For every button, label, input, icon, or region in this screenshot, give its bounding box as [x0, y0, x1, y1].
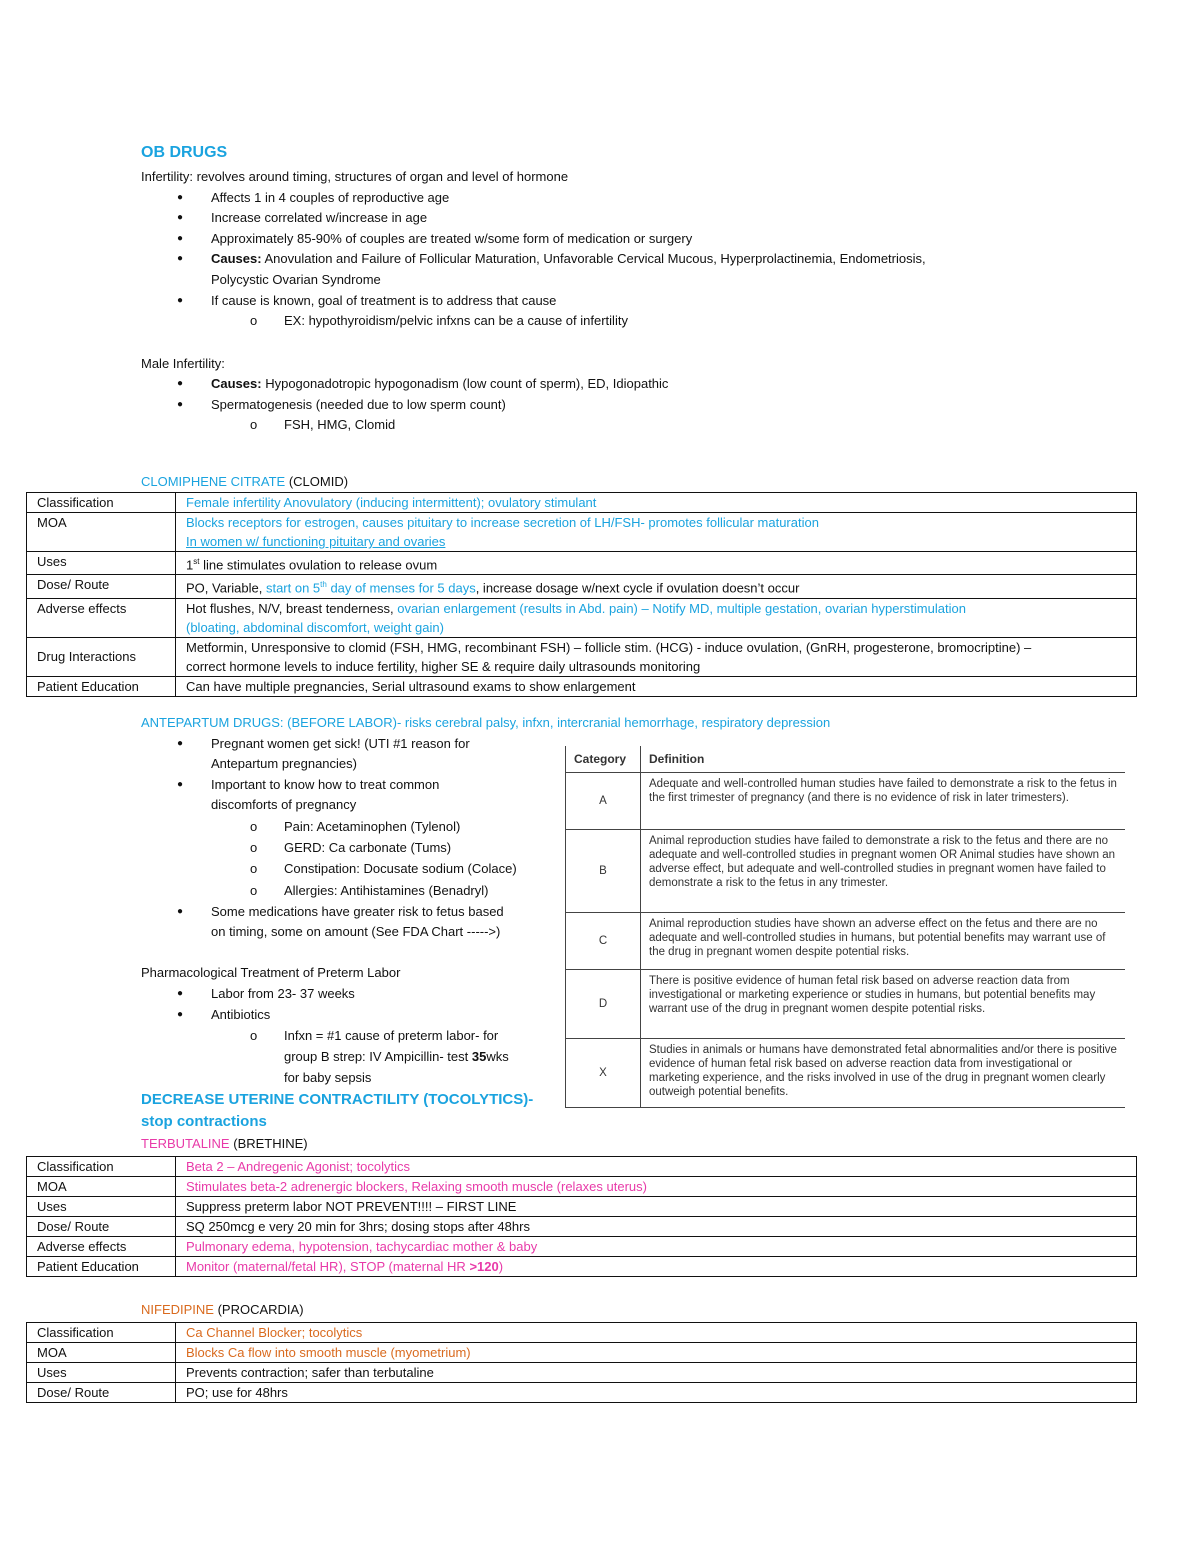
- row-label: MOA: [27, 513, 176, 552]
- table-row: [27, 1157, 1137, 1177]
- row-label: Dose/ Route: [27, 575, 176, 598]
- clomid-title-brand: (CLOMID): [288, 474, 349, 489]
- bullet-icon: ●: [177, 378, 184, 389]
- nifedipine-title: [141, 1300, 304, 1320]
- dose-a: PO, Variable,: [186, 580, 266, 596]
- table-row: [27, 1197, 1137, 1217]
- table-row: [27, 1237, 1137, 1257]
- causes-text: Hypogonadotropic hypogonadism (low count of sperm), ED, Idiopathic: [265, 376, 669, 391]
- table-row: [27, 513, 1137, 552]
- antepartum-b2b: discomforts of pregnancy: [211, 797, 357, 812]
- row-label: Uses: [27, 1197, 176, 1217]
- bullet-icon: ●: [177, 738, 184, 749]
- bullet-icon: ●: [177, 212, 184, 223]
- uses-sup: st: [193, 557, 200, 566]
- row-label: Classification: [27, 493, 176, 513]
- education-b: >120: [469, 1259, 499, 1274]
- row-label: Drug Interactions: [27, 637, 176, 676]
- row-label: Uses: [27, 552, 176, 575]
- infertility-bullet-3: Approximately 85-90% of couples are treated w/some form of medication or surgery: [211, 231, 693, 246]
- table-row: [566, 970, 1126, 1039]
- circle-bullet-icon: o: [250, 819, 258, 834]
- clomid-title: [141, 472, 348, 492]
- male-sub: FSH, HMG, Clomid: [284, 417, 396, 432]
- circle-bullet-icon: o: [250, 883, 258, 898]
- table-row: [27, 676, 1137, 696]
- uses-text: line stimulates ovulation to release ovum: [199, 557, 438, 573]
- adverse-c: (bloating, abdominal discomfort, weight gain): [186, 619, 444, 635]
- row-value: Suppress preterm labor NOT PREVENT!!!! – FIRST LINE: [176, 1197, 1137, 1217]
- row-label: Patient Education: [27, 676, 176, 696]
- table-row: [566, 1039, 1126, 1108]
- preterm-b2: Antibiotics: [211, 1007, 271, 1022]
- tocolytics-heading-1: DECREASE UTERINE CONTRACTILITY (TOCOLYTICS)-: [141, 1091, 534, 1108]
- row-value: [176, 575, 1137, 598]
- definition-cell: Studies in animals or humans have demonstrated fetal abnormalities and/or there is positive evidence of human fetal risk based on adverse reaction data from investigational or marketing experience, and the risks involved in use of the drug in pregnant women clearly outweigh potential benefits.: [641, 1039, 1126, 1108]
- infertility-causes-cont: Polycystic Ovarian Syndrome: [211, 272, 381, 287]
- circle-bullet-icon: o: [250, 861, 258, 876]
- interactions-1: Metformin, Unresponsive to clomid (FSH, HMG, recombinant FSH) – follicle stim. (HCG) - induce ovulation, (GnRH, progesterone, bromocriptine) –: [186, 639, 1032, 655]
- circle-bullet-icon: o: [250, 417, 258, 432]
- dose-sup: th: [320, 580, 327, 590]
- interactions-2: correct hormone levels to induce fertility, higher SE & require daily ultrasounds monitoring: [186, 658, 701, 674]
- table-row: [27, 493, 1137, 513]
- antepartum-b2a: Important to know how to treat common: [211, 777, 440, 792]
- infertility-bullet-2: Increase correlated w/increase in age: [211, 210, 428, 225]
- bullet-icon: ●: [177, 233, 184, 244]
- male-heading: Male Infertility:: [141, 356, 225, 371]
- male-bullet-2: Spermatogenesis (needed due to low sperm count): [211, 397, 506, 412]
- terbutaline-title-name: TERBUTALINE: [141, 1136, 230, 1151]
- row-label: Uses: [27, 1363, 176, 1383]
- education-c: ): [498, 1259, 504, 1274]
- row-label: Adverse effects: [27, 598, 176, 637]
- table-row: [27, 1257, 1137, 1277]
- causes-text: Anovulation and Failure of Follicular Maturation, Unfavorable Cervical Mucous, Hyperprolactinemia, Endometriosis,: [264, 251, 926, 266]
- antepartum-sub-1: Pain: Acetaminophen (Tylenol): [284, 819, 461, 834]
- row-value: SQ 250mcg e very 20 min for 3hrs; dosing stops after 48hrs: [176, 1217, 1137, 1237]
- category-cell: X: [566, 1039, 641, 1108]
- circle-bullet-icon: o: [250, 313, 258, 328]
- definition-cell: There is positive evidence of human fetal risk based on adverse reaction data from investigational or marketing experience or studies in humans, but potential benefits may warrant use of the drug in pregnant women despite potential risks.: [641, 970, 1126, 1039]
- table-row: [27, 1363, 1137, 1383]
- nifedipine-table: [26, 1322, 1137, 1403]
- table-header-row: [566, 746, 1126, 773]
- clomid-table: [26, 492, 1137, 697]
- row-label: Classification: [27, 1157, 176, 1177]
- infertility-bullet-1: Affects 1 in 4 couples of reproductive age: [211, 190, 450, 205]
- bullet-icon: ●: [177, 253, 184, 264]
- terbutaline-title: [141, 1134, 308, 1154]
- infertility-goal: If cause is known, goal of treatment is to address that cause: [211, 293, 557, 308]
- definition-cell: Animal reproduction studies have failed to demonstrate a risk to the fetus and there are no adequate and well-controlled studies in pregnant women OR Animal studies have shown an adverse effect, but adequate and well-controlled studies in pregnant women have failed to demonstrate a risk to the fetus in any trimester.: [641, 830, 1126, 913]
- antepartum-sub-3: Constipation: Docusate sodium (Colace): [284, 861, 517, 876]
- antepartum-b3b: on timing, some on amount (See FDA Chart ----->): [211, 924, 501, 939]
- preterm-s1c: for baby sepsis: [284, 1070, 372, 1085]
- circle-bullet-icon: o: [250, 840, 258, 855]
- clomid-title-name: CLOMIPHENE CITRATE: [141, 474, 286, 489]
- row-label: Dose/ Route: [27, 1383, 176, 1403]
- row-value: Pulmonary edema, hypotension, tachycardiac mother & baby: [176, 1237, 1137, 1257]
- category-header: Category: [566, 746, 641, 773]
- adverse-b: ovarian enlargement (results in Abd. pain) – Notify MD, multiple gestation, ovarian hyperstimulation: [397, 600, 966, 616]
- bullet-icon: ●: [177, 295, 184, 306]
- row-value: [176, 637, 1137, 676]
- antepartum-sub-4: Allergies: Antihistamines (Benadryl): [284, 883, 489, 898]
- dose-b: start on 5: [265, 580, 321, 596]
- table-row: [27, 1323, 1137, 1343]
- row-value: [176, 598, 1137, 637]
- uses-number: 1: [186, 557, 194, 573]
- table-row: [27, 637, 1137, 676]
- causes-label: Causes:: [211, 251, 262, 266]
- antepartum-b1b: Antepartum pregnancies): [211, 756, 357, 771]
- category-cell: C: [566, 913, 641, 970]
- row-value: Female infertility Anovulatory (inducing intermittent); ovulatory stimulant: [176, 493, 1137, 513]
- dose-c: day of menses for 5 days: [326, 580, 476, 596]
- row-value: [176, 552, 1137, 575]
- bullet-icon: ●: [177, 906, 184, 917]
- s1b-pre: group B strep: IV Ampicillin- test: [284, 1049, 472, 1064]
- causes-label: Causes:: [211, 376, 262, 391]
- table-row: [27, 575, 1137, 598]
- row-value: Beta 2 – Andregenic Agonist; tocolytics: [176, 1157, 1137, 1177]
- table-row: [27, 1383, 1137, 1403]
- bullet-icon: ●: [177, 1009, 184, 1020]
- male-causes: [211, 374, 668, 394]
- category-cell: D: [566, 970, 641, 1039]
- s1b-bold: 35: [471, 1049, 487, 1064]
- table-row: [27, 552, 1137, 575]
- row-value: [176, 1257, 1137, 1277]
- dose-d: , increase dosage w/next cycle if ovulation doesn’t occur: [475, 580, 800, 596]
- definition-cell: Animal reproduction studies have shown an adverse effect on the fetus and there are no adequate and well-controlled studies in humans, but potential benefits may warrant use of the drug in pregnant women despite potential risks.: [641, 913, 1126, 970]
- row-label: Patient Education: [27, 1257, 176, 1277]
- definition-cell: Adequate and well-controlled human studies have failed to demonstrate a risk to the fetus in the first trimester of pregnancy (and there is no evidence of risk in later trimesters).: [641, 773, 1126, 830]
- bullet-icon: ●: [177, 192, 184, 203]
- table-row: [27, 1217, 1137, 1237]
- page-title: OB DRUGS: [141, 144, 228, 161]
- row-label: Adverse effects: [27, 1237, 176, 1257]
- infertility-example: EX: hypothyroidism/pelvic infxns can be a cause of infertility: [284, 313, 628, 328]
- category-cell: B: [566, 830, 641, 913]
- row-label: MOA: [27, 1177, 176, 1197]
- bullet-icon: ●: [177, 988, 184, 999]
- terbutaline-table: [26, 1156, 1137, 1277]
- bullet-icon: ●: [177, 779, 184, 790]
- preterm-s1a: Infxn = #1 cause of preterm labor- for: [284, 1028, 499, 1043]
- row-value: Can have multiple pregnancies, Serial ultrasound exams to show enlargement: [176, 676, 1137, 696]
- moa-line-1: Blocks receptors for estrogen, causes pituitary to increase secretion of LH/FSH- promotes follicular maturation: [186, 515, 819, 530]
- row-label: Classification: [27, 1323, 176, 1343]
- terbutaline-title-brand: (BRETHINE): [233, 1136, 308, 1151]
- antepartum-heading: ANTEPARTUM DRUGS: (BEFORE LABOR)- risks cerebral palsy, infxn, intercranial hemorrhage, respiratory depression: [141, 715, 831, 730]
- nifedipine-title-brand: (PROCARDIA): [217, 1302, 304, 1317]
- row-value: PO; use for 48hrs: [176, 1383, 1137, 1403]
- row-label: MOA: [27, 1343, 176, 1363]
- row-value: Prevents contraction; safer than terbutaline: [176, 1363, 1137, 1383]
- tocolytics-heading-2: stop contractions: [141, 1113, 267, 1130]
- antepartum-b3a: Some medications have greater risk to fetus based: [211, 904, 504, 919]
- nifedipine-title-name: NIFEDIPINE: [141, 1302, 214, 1317]
- row-value: Ca Channel Blocker; tocolytics: [176, 1323, 1137, 1343]
- circle-bullet-icon: o: [250, 1028, 258, 1043]
- infertility-heading: Infertility: revolves around timing, structures of organ and level of hormone: [141, 169, 569, 184]
- definition-header: Definition: [641, 746, 1126, 773]
- fda-category-table: [565, 746, 1125, 1108]
- row-value: Stimulates beta-2 adrenergic blockers, Relaxing smooth muscle (relaxes uterus): [176, 1177, 1137, 1197]
- table-row: [27, 598, 1137, 637]
- category-cell: A: [566, 773, 641, 830]
- preterm-b1: Labor from 23- 37 weeks: [211, 986, 355, 1001]
- antepartum-sub-2: GERD: Ca carbonate (Tums): [284, 840, 452, 855]
- table-row: [27, 1343, 1137, 1363]
- preterm-s1b: [284, 1047, 509, 1067]
- table-row: [566, 773, 1126, 830]
- infertility-causes: [211, 249, 926, 269]
- row-value: Blocks Ca flow into smooth muscle (myometrium): [176, 1343, 1137, 1363]
- table-row: [566, 830, 1126, 913]
- education-a: Monitor (maternal/fetal HR), STOP (maternal HR: [186, 1259, 470, 1274]
- moa-line-2: In women w/ functioning pituitary and ovaries: [186, 534, 446, 549]
- row-label: Dose/ Route: [27, 1217, 176, 1237]
- antepartum-b1a: Pregnant women get sick! (UTI #1 reason for: [211, 736, 470, 751]
- table-row: [566, 913, 1126, 970]
- preterm-heading: Pharmacological Treatment of Preterm Labor: [141, 965, 401, 980]
- bullet-icon: ●: [177, 399, 184, 410]
- adverse-a: Hot flushes, N/V, breast tenderness,: [186, 600, 398, 616]
- s1b-post: wks: [486, 1049, 509, 1064]
- row-value: [176, 513, 1137, 552]
- table-row: [27, 1177, 1137, 1197]
